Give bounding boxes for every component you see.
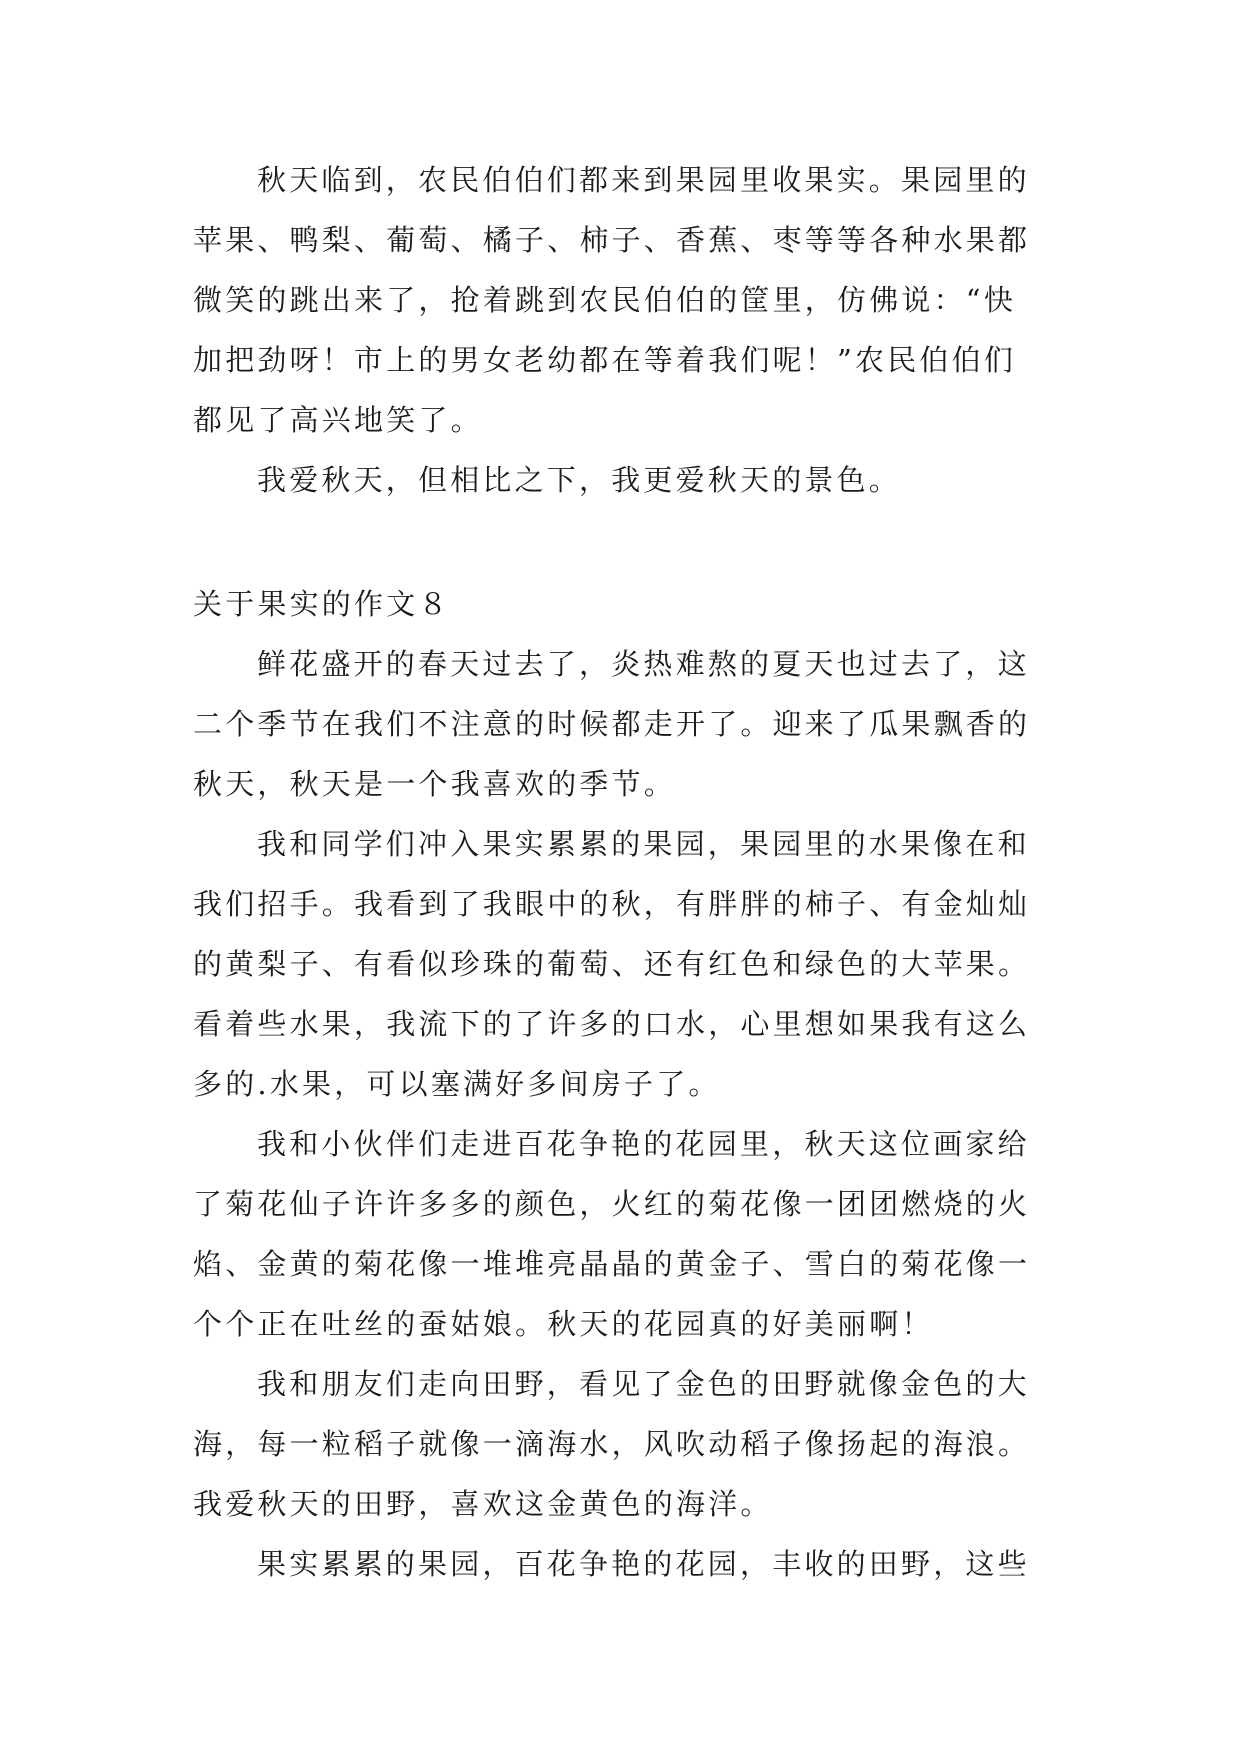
text-line: 我们招手。我看到了我眼中的秋，有胖胖的柿子、有金灿灿 bbox=[193, 887, 1031, 921]
text-line: 加把劲呀！市上的男女老幼都在等着我们呢！”农民伯伯们 bbox=[193, 343, 1017, 377]
text-line: 二个季节在我们不注意的时候都走开了。迎来了瓜果飘香的 bbox=[193, 707, 1031, 741]
text-line: 的黄梨子、有看似珍珠的葡萄、还有红色和绿色的大苹果。 bbox=[193, 947, 1031, 981]
text-line: 个个正在吐丝的蚕姑娘。秋天的花园真的好美丽啊！ bbox=[193, 1307, 934, 1341]
text-line: 多的.水果，可以塞满好多间房子了。 bbox=[193, 1067, 721, 1101]
paragraph-closing bbox=[193, 1534, 1053, 1594]
text-line: 鲜花盛开的春天过去了，炎热难熬的夏天也过去了，这 bbox=[257, 647, 1030, 681]
text-line: 秋天，秋天是一个我喜欢的季节。 bbox=[193, 767, 677, 801]
section-spacer bbox=[193, 510, 1053, 574]
paragraph-love-autumn bbox=[193, 450, 1053, 510]
text-line: 焰、金黄的菊花像一堆堆亮晶晶的黄金子、雪白的菊花像一 bbox=[193, 1247, 1031, 1281]
text-line: 我爱秋天，但相比之下，我更爱秋天的景色。 bbox=[257, 463, 902, 497]
text-line: 我和小伙伴们走进百花争艳的花园里，秋天这位画家给 bbox=[257, 1127, 1030, 1161]
text-line: 看着些水果，我流下的了许多的口水，心里想如果我有这么 bbox=[193, 1007, 1031, 1041]
text-line: 微笑的跳出来了，抢着跳到农民伯伯的筐里，仿佛说：“快 bbox=[193, 283, 1017, 317]
text-line: 果实累累的果园，百花争艳的花园，丰收的田野，这些 bbox=[257, 1547, 1030, 1581]
text-line: 我和朋友们走向田野，看见了金色的田野就像金色的大 bbox=[257, 1367, 1030, 1401]
text-line: 都见了高兴地笑了。 bbox=[193, 403, 483, 437]
paragraph-seasons bbox=[193, 634, 1053, 814]
text-line: 海，每一粒稻子就像一滴海水，风吹动稻子像扬起的海浪。 bbox=[193, 1427, 1031, 1461]
section-heading: 关于果实的作文８ bbox=[193, 587, 451, 621]
paragraph-garden bbox=[193, 1114, 1053, 1354]
text-line: 苹果、鸭梨、葡萄、橘子、柿子、香蕉、枣等等各种水果都 bbox=[193, 223, 1031, 257]
paragraph-fields bbox=[193, 1354, 1053, 1534]
paragraph-orchard bbox=[193, 814, 1053, 1114]
text-line: 了菊花仙子许许多多的颜色，火红的菊花像一团团燃烧的火 bbox=[193, 1187, 1031, 1221]
text-line: 秋天临到，农民伯伯们都来到果园里收果实。果园里的 bbox=[257, 163, 1030, 197]
document-page bbox=[193, 150, 1053, 1594]
paragraph-harvest bbox=[193, 150, 1053, 450]
text-line: 我和同学们冲入果实累累的果园，果园里的水果像在和 bbox=[257, 827, 1030, 861]
text-line: 我爱秋天的田野，喜欢这金黄色的海洋。 bbox=[193, 1487, 773, 1521]
